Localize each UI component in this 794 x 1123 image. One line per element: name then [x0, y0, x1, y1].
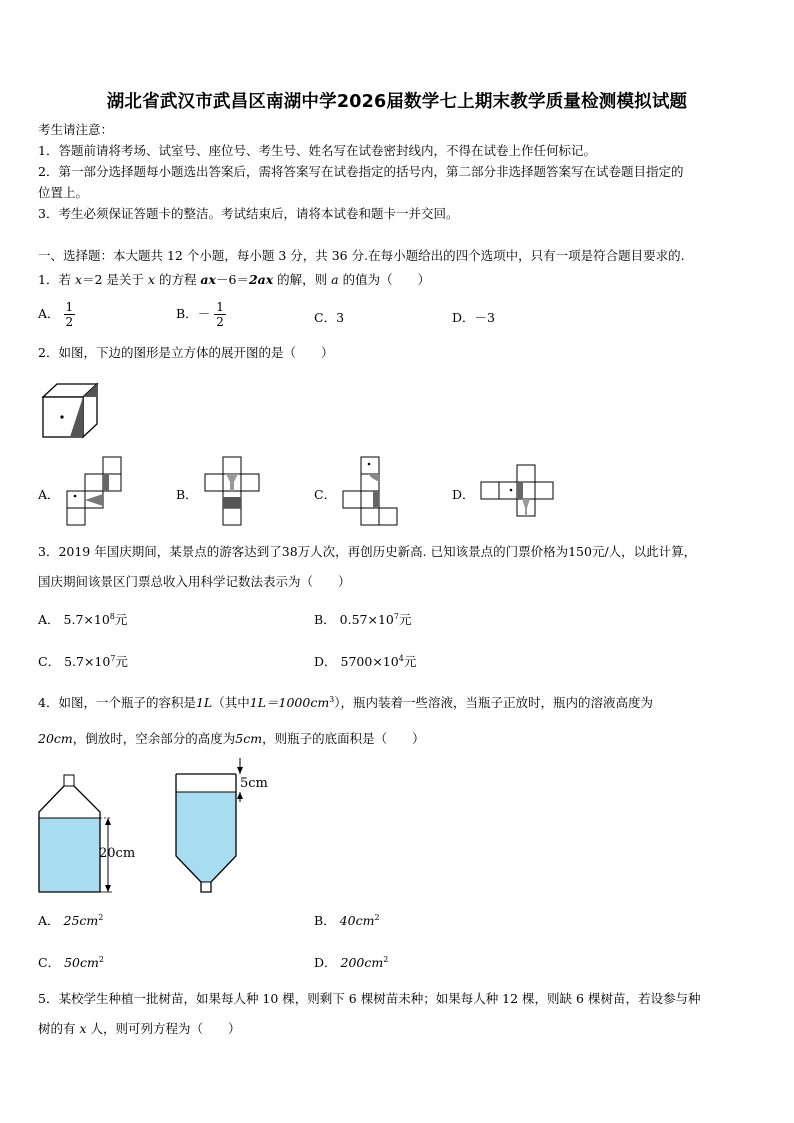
q3-option-c: C． $5.7\times 10^7$元: [38, 653, 128, 669]
question-5-line-2: 树的有 x 人，则可列方程为（ ）: [38, 1021, 241, 1036]
net-d: [480, 464, 556, 522]
q1-option-b: B．－ $\frac{1}{2}$: [176, 300, 224, 329]
question-3-line-2: 国庆期间该景区门票总收入用科学记数法表示为（ ）: [38, 574, 351, 589]
q1-option-d: D．－3: [452, 310, 495, 325]
question-1: 1．若 x＝2 是关于 x 的方程 ax－6＝2ax 的解，则 a 的值为（ ）: [38, 272, 431, 287]
q4-option-c: C． $50cm^2$: [38, 954, 104, 970]
question-3-line-1: 3．2019 年国庆期间，某景点的游客达到了38万人次，再创历史新高. 已知该景点的门票价格为150元/人，以此计算，: [38, 544, 697, 559]
section-heading: 一、选择题：本大题共 12 个小题，每小题 3 分，共 36 分.在每小题给出的四个选项中，只有一项是符合题目要求的.: [38, 248, 685, 263]
question-5-line-1: 5．某校学生种植一批树苗，如果每人种 10 棵，则剩下 6 棵树苗未种；如果每人种 12 棵，则缺 6 棵树苗，若设参与种: [38, 991, 701, 1006]
bottle-inverted-label: 5cm: [240, 776, 268, 791]
q1-option-c: C．3: [314, 310, 345, 325]
net-c: [342, 456, 400, 528]
q3-option-d: D． $5700\times 10^4$元: [314, 653, 417, 669]
cube-figure: [42, 383, 100, 439]
q4-option-a: A． $25cm^2$: [38, 912, 104, 928]
bottle-upright-label: 20cm: [99, 846, 136, 861]
notice-item-3: 3．考生必须保证答题卡的整洁。考试结束后，请将本试卷和题卡一并交回。: [38, 206, 459, 221]
page-title: 湖北省武汉市武昌区南湖中学2026届数学七上期末教学质量检测模拟试题: [106, 92, 688, 112]
q1-b-fraction: $\frac{1}{2}$: [216, 300, 224, 329]
notice-heading: 考生请注意：: [38, 122, 114, 137]
q1-a-fraction: $\frac{1}{2}$: [65, 300, 74, 329]
q1-option-a: A． $\frac{1}{2}$: [38, 300, 74, 329]
q4-option-d: D． $200cm^2$: [314, 954, 389, 970]
question-4-line-1: 4．如图，一个瓶子的容积是1L（其中$1L=1000cm^3$），瓶内装着一些溶液，当瓶子正放时，瓶内的溶液高度为: [38, 694, 654, 710]
q3-option-b: B． $0.57\times 10^7$元: [314, 611, 412, 627]
q3-option-a: A． $5.7\times 10^8$元: [38, 611, 128, 627]
q4-option-b: B． $40cm^2$: [314, 912, 380, 928]
notice-item-2: 2．第一部分选择题每小题选出答案后，需将答案写在试卷指定的括号内，第二部分非选择题答案写在试卷题目指定的: [38, 164, 684, 179]
notice-item-2-cont: 位置上。: [38, 185, 89, 200]
q2-option-c-label: C．: [314, 487, 337, 502]
net-a: [66, 456, 124, 528]
q2-option-a-label: A．: [38, 487, 60, 502]
q2-option-b-label: B．: [176, 487, 198, 502]
notice-item-1: 1．答题前请将考场、试室号、座位号、考生号、姓名写在试卷密封线内，不得在试卷上作任何标记。: [38, 143, 596, 158]
net-b: [204, 456, 262, 528]
question-4-line-2: 20cm，倒放时，空余部分的高度为5cm，则瓶子的底面积是（ ）: [38, 731, 425, 746]
question-2: 2．如图，下边的图形是立方体的展开图的是（ ）: [38, 345, 334, 360]
q2-option-d-label: D．: [452, 487, 475, 502]
bottle-upright-figure: [38, 774, 148, 896]
